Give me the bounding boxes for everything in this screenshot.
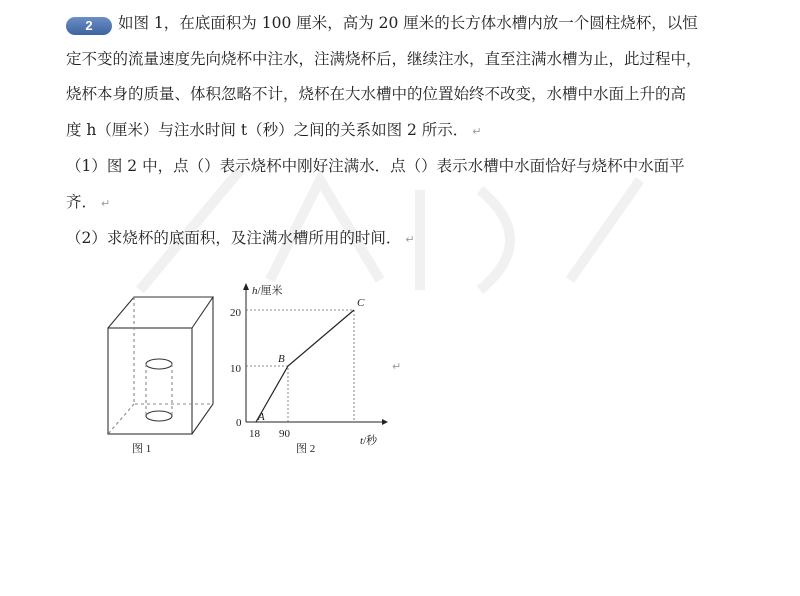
question-1-line-2: 齐． ↵	[66, 192, 111, 211]
beaker-cylinder	[146, 359, 172, 421]
return-mark-icon: ↵	[405, 233, 415, 246]
figure-1-caption: 图 1	[132, 443, 152, 455]
return-mark-icon: ↵	[392, 360, 402, 373]
y-axis-label: h/厘米	[252, 285, 283, 297]
x-axis-label: t/秒	[360, 435, 378, 447]
statement-line-3: 烧杯本身的质量、体积忽略不计，烧杯在大水槽中的位置始终不改变，水槽中水面上升的高	[66, 85, 687, 103]
figure-2-graph	[230, 283, 388, 447]
problem-number-badge: 2	[66, 17, 112, 35]
y-tick-label-20: 20	[230, 307, 241, 319]
y-axis-arrow-icon	[243, 283, 249, 290]
x-tick-label-90: 90	[279, 428, 290, 440]
x-axis-arrow-icon	[382, 419, 388, 425]
figure-2-caption: 图 2	[296, 443, 316, 455]
y-tick-label-10: 10	[230, 363, 241, 375]
question-1-line-1: （1）图 2 中，点（）表示烧杯中刚好注满水．点（）表示水槽中水面恰好与烧杯中水面平	[66, 157, 685, 175]
x-tick-label-18: 18	[249, 428, 260, 440]
point-label-b: B	[278, 353, 285, 365]
return-mark-icon: ↵	[101, 196, 111, 210]
return-mark-icon: ↵	[472, 124, 482, 138]
question-2: （2）求烧杯的底面积，及注满水槽所用的时间． ↵	[66, 229, 415, 247]
statement-line-1: 2 如图 1，在底面积为 100 厘米，高为 20 厘米的长方体水槽内放一个圆柱烧杯，以恒	[66, 6, 746, 42]
guide-line-b	[246, 366, 288, 422]
point-label-c: C	[357, 297, 365, 309]
point-label-a: A	[258, 411, 265, 423]
statement-line-4: 度 h（厘米）与注水时间 t（秒）之间的关系如图 2 所示． ↵	[66, 120, 482, 139]
figure-1-tank	[108, 297, 213, 434]
origin-label: 0	[236, 417, 242, 429]
statement-line-2: 定不变的流量速度先向烧杯中注水，注满烧杯后，继续注水，直至注满水槽为止，此过程中，	[66, 49, 702, 68]
